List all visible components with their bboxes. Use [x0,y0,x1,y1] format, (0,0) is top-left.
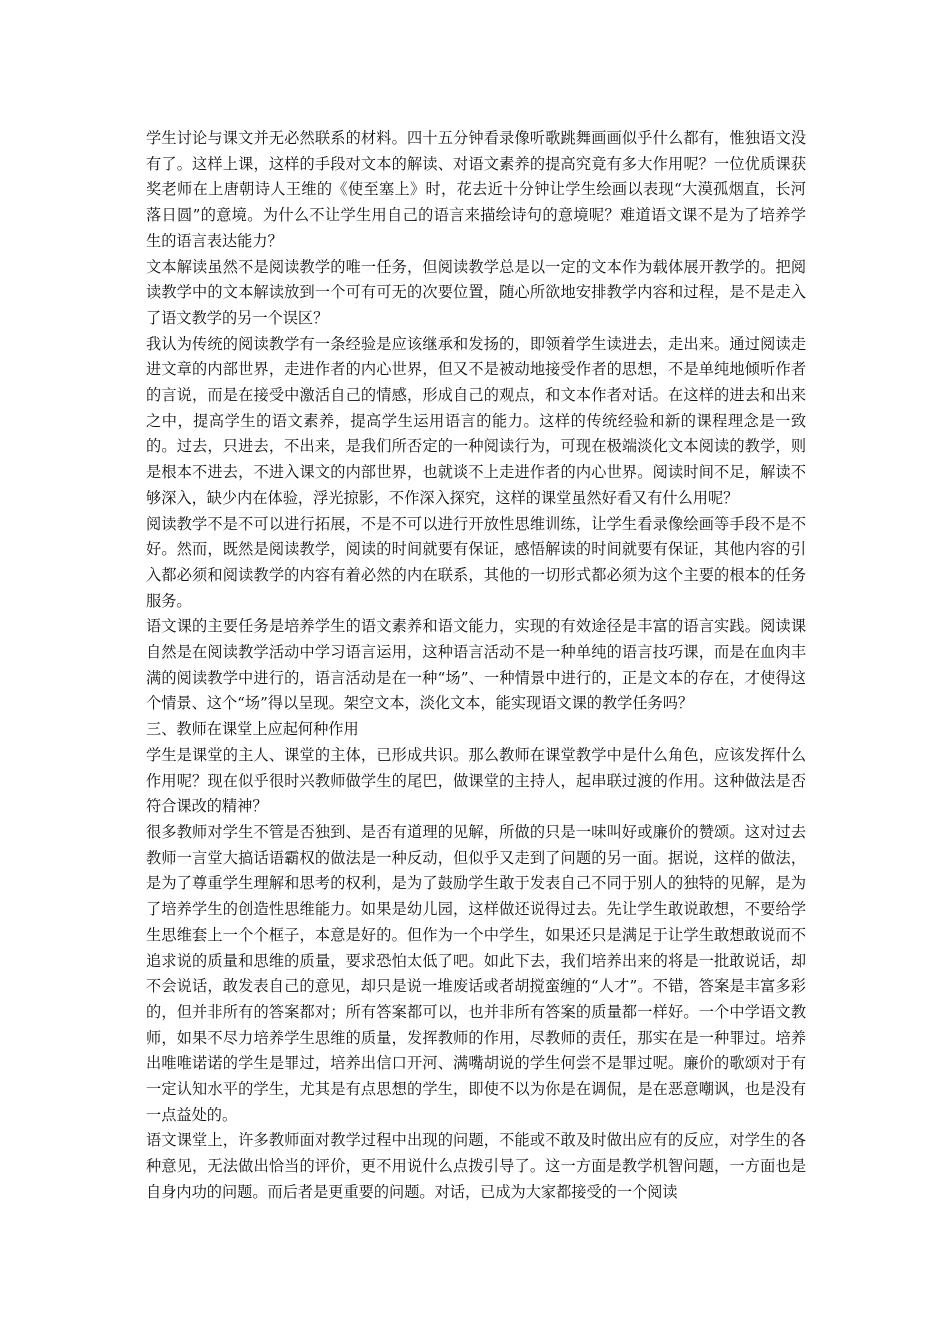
paragraph-3: 我认为传统的阅读教学有一条经验是应该继承和发扬的，即领着学生读进去，走出来。通过阅读走进文章的内部世界，走进作者的内心世界，但又不是被动地接受作者的思想，不是单纯地倾听作者的言说，而是在接受中激活自己的情感，形成自己的观点，和文本作者对话。在这样的进去和出来之中，提高学生的语文素养，提高学生运用语言的能力。这样的传统经验和新的课程理念是一致的。过去，只进去，不出来，是我们所否定的一种阅读行为，可现在极端淡化文本阅读的教学，则是根本不进去，不进入课文的内部世界，也就谈不上走进作者的内心世界。阅读时间不足，解读不够深入，缺少内在体验，浮光掠影，不作深入探究，这样的课堂虽然好看又有什么用呢？ [146,334,806,507]
paragraph-6: 学生是课堂的主人、课堂的主体，已形成共识。那么教师在课堂教学中是什么角色，应该发挥什么作用呢？现在似乎很时兴教师做学生的尾巴，做课堂的主持人，起串联过渡的作用。这种做法是否符合课改的精神？ [146,745,806,816]
paragraph-2: 文本解读虽然不是阅读教学的唯一任务，但阅读教学总是以一定的文本作为载体展开教学的。把阅读教学中的文本解读放到一个可有可无的次要位置，随心所欲地安排教学内容和过程，是不是走入了语文教学的另一个误区？ [146,257,806,327]
paragraph-5: 语文课的主要任务是培养学生的语文素养和语文能力，实现的有效途径是丰富的语言实践。阅读课自然是在阅读教学活动中学习语言运用，这种语言活动不是一种单纯的语言技巧课，而是在血肉丰满的阅读教学中进行的，语言活动是在一种“场”、一种情景中进行的，正是文本的存在，才使得这个情景、这个“场”得以呈现。架空文本，淡化文本，能实现语文课的教学任务吗？ [146,617,806,713]
paragraph-7: 很多教师对学生不管是否独到、是否有道理的见解，所做的只是一味叫好或廉价的赞颂。这对过去教师一言堂大搞话语霸权的做法是一种反动，但似乎又走到了问题的另一面。据说，这样的做法，是为了尊重学生理解和思考的权利，是为了鼓励学生敢于发表自己不同于别人的独特的见解，是为了培养学生的创造性思维能力。如果是幼儿园，这样做还说得过去。先让学生敢说敢想，不要给学生思维套上一个个框子，本意是好的。但作为一个中学生，如果还只是满足于让学生敢想敢说而不追求说的质量和思维的质量，要求恐怕太低了吧。如此下去，我们培养出来的将是一批敢说话，却不会说话，敢发表自己的意见，却只是说一堆废话或者胡搅蛮缠的“人才”。不错，答案是丰富多彩的，但并非所有的答案都对；所有答案都可以，也并非所有答案的质量都一样好。一个中学语文教师，如果不尽力培养学生思维的质量，发挥教师的作用，尽教师的责任，那实在是一种罪过。培养出唯唯诺诺的学生是罪过，培养出信口开河、满嘴胡说的学生何尝不是罪过呢。廉价的歌颂对于有一定认知水平的学生，尤其是有点思想的学生，即使不以为你是在调侃，是在恶意嘲讽，也是没有一点益处的。 [146,822,806,1124]
document-body [146,126,806,1206]
paragraph-8: 语文课堂上，许多教师面对教学过程中出现的问题，不能或不敢及时做出应有的反应，对学生的各种意见，无法做出恰当的评价，更不用说什么点拨引导了。这一方面是教学机智问题，一方面也是自身内功的问题。而后者是更重要的问题。对话，已成为大家都接受的一个阅读 [146,1131,806,1201]
paragraph-1: 学生讨论与课文并无必然联系的材料。四十五分钟看录像听歌跳舞画画似乎什么都有，惟独语文没有了。这样上课，这样的手段对文本的解读、对语文素养的提高究竟有多大作用呢？一位优质课获奖老师在上唐朝诗人王维的《使至塞上》时，花去近十分钟让学生绘画以表现“大漠孤烟直，长河落日圆”的意境。为什么不让学生用自己的语言来描绘诗句的意境呢？难道语文课不是为了培养学生的语言表达能力？ [146,129,806,250]
paragraph-4: 阅读教学不是不可以进行拓展，不是不可以进行开放性思维训练，让学生看录像绘画等手段不是不好。然而，既然是阅读教学，阅读的时间就要有保证，感悟解读的时间就要有保证，其他内容的引入都必须和阅读教学的内容有着必然的内在联系，其他的一切形式都必须为这个主要的根本的任务服务。 [146,514,806,610]
section-heading: 三、教师在课堂上应起何种作用 [146,720,359,739]
